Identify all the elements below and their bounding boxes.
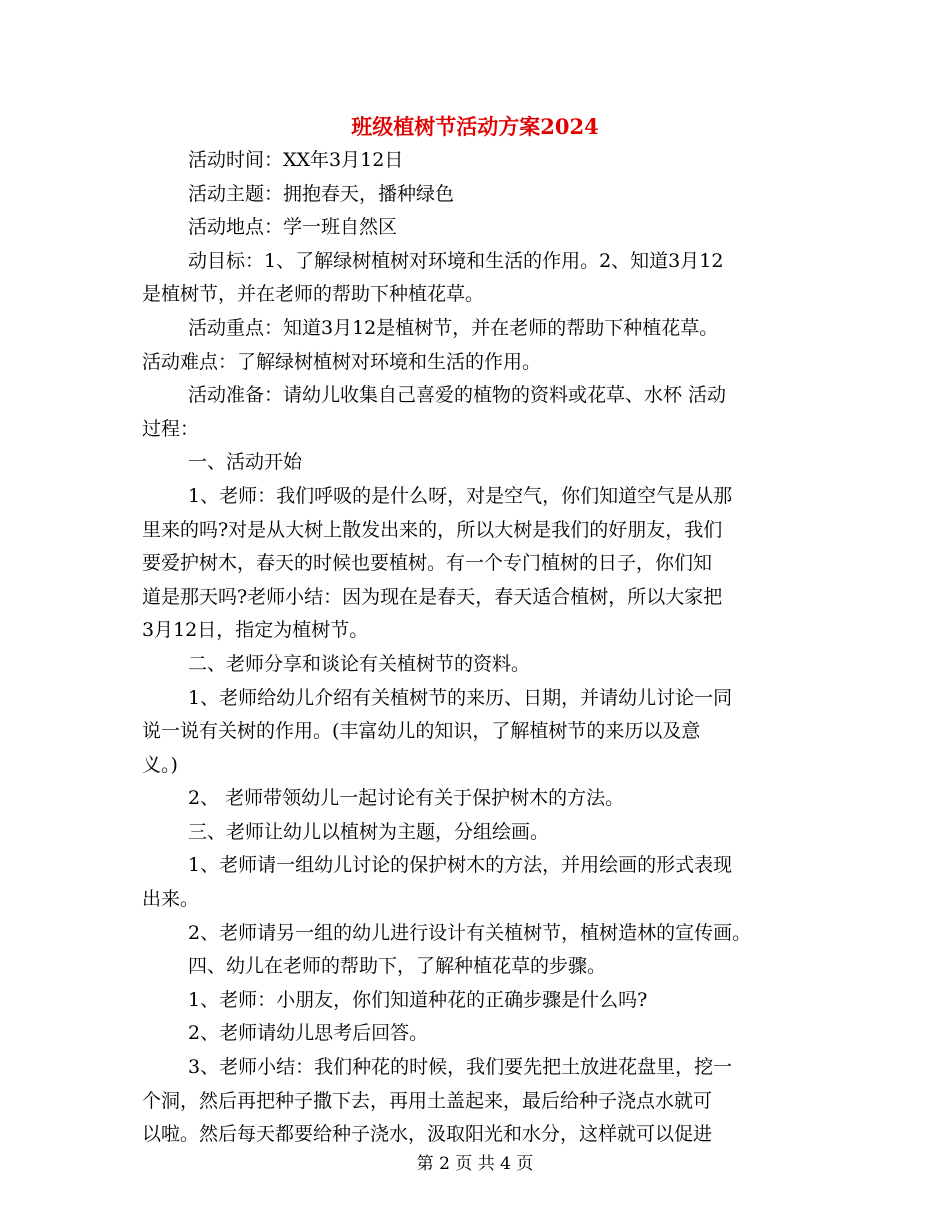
paragraph-line: 2、老师请另一组的幼儿进行设计有关植树节，植树造林的宣传画。 bbox=[188, 921, 752, 944]
paragraph-line: 要爱护树木，春天的时候也要植树。有一个专门植树的日子，你们知 bbox=[142, 552, 713, 575]
paragraph-line: 1、老师：小朋友，你们知道种花的正确步骤是什么吗? bbox=[188, 988, 648, 1011]
paragraph-line: 出来。 bbox=[142, 888, 200, 911]
paragraph-line: 是植树节，并在老师的帮助下种植花草。 bbox=[142, 283, 485, 306]
paragraph-line: 里来的吗?对是从大树上散发出来的，所以大树是我们的好朋友，我们 bbox=[142, 518, 723, 541]
paragraph-line: 说一说有关树的作用。(丰富幼儿的知识，了解植树节的来历以及意 bbox=[142, 720, 701, 743]
section-heading: 二、老师分享和谈论有关植树节的资料。 bbox=[188, 652, 531, 675]
paragraph-line: 2、老师请幼儿思考后回答。 bbox=[188, 1022, 429, 1045]
paragraph-line: 1、老师给幼儿介绍有关植树节的来历、日期，并请幼儿讨论一同 bbox=[188, 686, 733, 709]
section-heading: 四、幼儿在老师的帮助下，了解种植花草的步骤。 bbox=[188, 955, 607, 978]
paragraph-line: 活动主题：拥抱春天，播种绿色 bbox=[188, 182, 455, 205]
paragraph-line: 活动准备：请幼儿收集自己喜爱的植物的资料或花草、水杯 活动 bbox=[188, 384, 727, 407]
paragraph-line: 活动重点：知道3月12是植树节，并在老师的帮助下种植花草。 bbox=[188, 316, 719, 339]
paragraph-line: 义。) bbox=[142, 753, 178, 776]
paragraph-line: 过程： bbox=[142, 417, 200, 440]
paragraph-line: 道是那天吗?老师小结：因为现在是春天，春天适合植树，所以大家把 bbox=[142, 585, 723, 608]
paragraph-line: 个洞，然后再把种子撒下去，再用土盖起来，最后给种子浇点水就可 bbox=[142, 1089, 713, 1112]
paragraph-line: 1、老师请一组幼儿讨论的保护树木的方法，并用绘画的形式表现 bbox=[188, 854, 733, 877]
paragraph-line: 3、老师小结：我们种花的时候，我们要先把土放进花盘里，挖一 bbox=[188, 1056, 733, 1079]
paragraph-line: 3月12日，指定为植树节。 bbox=[142, 619, 369, 642]
page-number-footer: 第 2 页 共 4 页 bbox=[416, 1154, 534, 1174]
paragraph-line: 活动地点：学一班自然区 bbox=[188, 216, 398, 239]
section-heading: 一、活动开始 bbox=[188, 451, 303, 474]
section-heading: 三、老师让幼儿以植树为主题，分组绘画。 bbox=[188, 820, 550, 843]
paragraph-line: 活动时间：XX年3月12日 bbox=[188, 149, 404, 171]
paragraph-line: 以啦。然后每天都要给种子浇水，汲取阳光和水分，这样就可以促进 bbox=[142, 1123, 713, 1146]
paragraph-line: 1、老师：我们呼吸的是什么呀，对是空气，你们知道空气是从那 bbox=[188, 484, 733, 507]
paragraph-line: 活动难点：了解绿树植树对环境和生活的作用。 bbox=[142, 350, 542, 373]
paragraph-line: 2、 老师带领幼儿一起讨论有关于保护树木的方法。 bbox=[188, 787, 625, 810]
document-body bbox=[142, 144, 810, 1152]
paragraph-line: 动目标：1、了解绿树植树对环境和生活的作用。2、知道3月12 bbox=[188, 249, 724, 272]
document-title: 班级植树节活动方案2024 bbox=[351, 114, 599, 139]
